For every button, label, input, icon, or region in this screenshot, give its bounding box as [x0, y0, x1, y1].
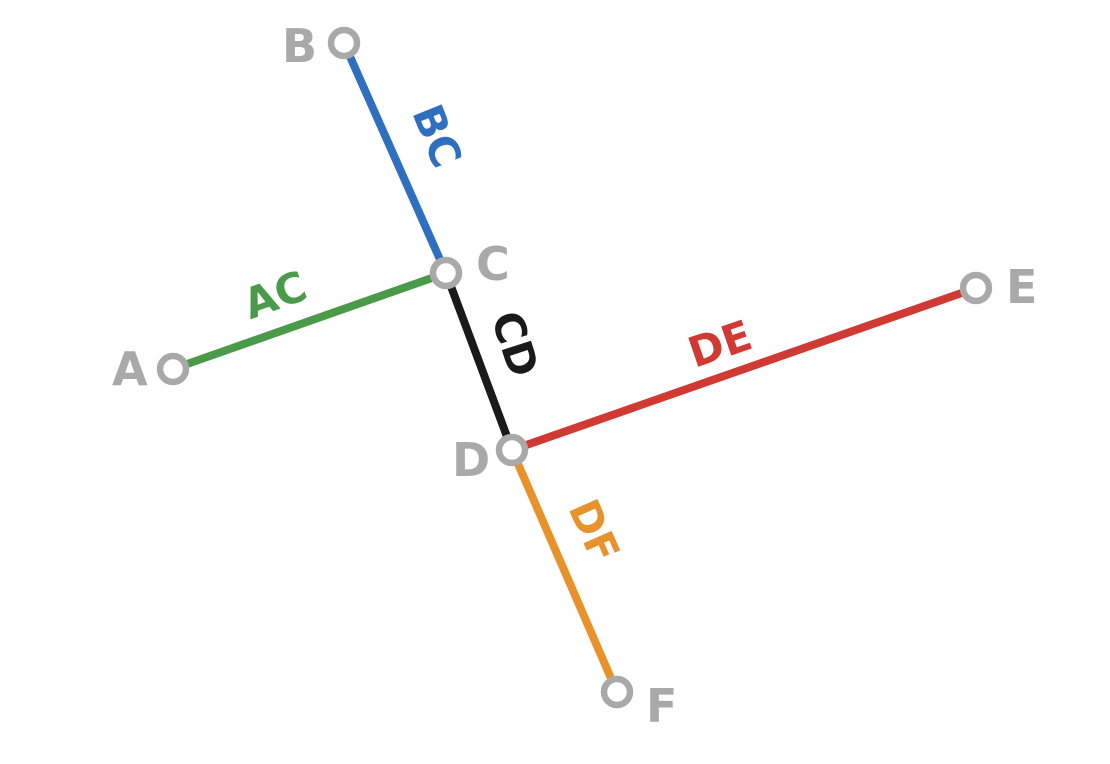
edge-de: [526, 293, 962, 445]
node-label-c: C: [476, 237, 510, 291]
edge-label-df: DF: [558, 492, 630, 570]
node-e: [963, 275, 989, 301]
edge-label-cd: CD: [481, 305, 549, 383]
edge-label-bc: BC: [402, 97, 472, 175]
edge-label-de: DE: [681, 310, 759, 378]
node-b: [331, 30, 357, 56]
nodes-layer: [112, 19, 1037, 733]
node-label-b: B: [282, 19, 318, 73]
node-a: [160, 356, 186, 382]
node-label-e: E: [1006, 260, 1038, 314]
edge-ac: [187, 278, 432, 364]
node-c: [433, 260, 459, 286]
node-f: [604, 679, 630, 705]
edge-label-ac: AC: [236, 261, 314, 329]
node-label-f: F: [646, 679, 678, 733]
node-label-a: A: [112, 342, 148, 396]
node-label-d: D: [452, 433, 491, 487]
edges-layer: [187, 57, 962, 679]
node-d: [499, 437, 525, 463]
